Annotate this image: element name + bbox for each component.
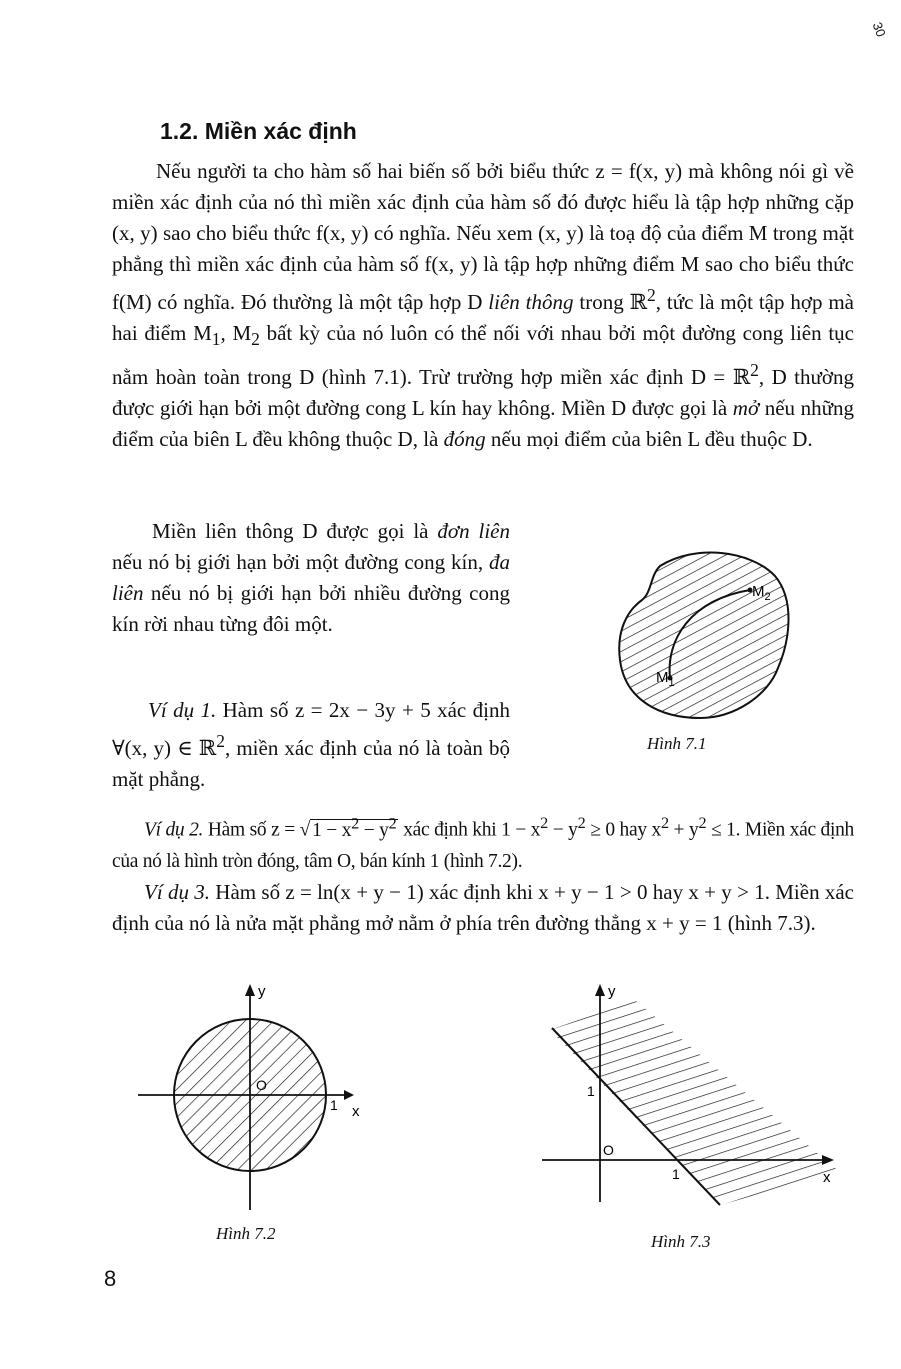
- caption-figure-7-1: Hình 7.1: [647, 734, 707, 753]
- region-d: [619, 553, 788, 718]
- y-intercept-label: 1: [587, 1083, 595, 1099]
- caption-figure-7-3: Hình 7.3: [651, 1232, 711, 1251]
- x-label: x: [823, 1169, 831, 1186]
- figure-7-2: [130, 980, 380, 1220]
- page-number: 8: [104, 1266, 117, 1291]
- y-axis-arrow: [245, 984, 255, 996]
- figure-7-3: [540, 980, 850, 1230]
- origin-label: O: [603, 1142, 614, 1158]
- sqrt-radicand: $1 - x^2 - y^2$: [312, 814, 397, 841]
- corner-mark: 30: [869, 20, 889, 39]
- x-axis-arrow: [344, 1090, 354, 1100]
- paragraph-connectedness: Miền liên thông D được gọi là đơn liên nếu nó bị giới hạn bởi một đường cong kín, đa liên nếu nó bị giới hạn bởi nhiều đường cong kín rời nhau từng đôi một.: [112, 519, 510, 636]
- figure-7-1: [600, 540, 830, 740]
- origin-label: O: [256, 1077, 267, 1093]
- y-label: y: [608, 983, 616, 1000]
- y-label: y: [258, 983, 266, 1000]
- paragraph-example-3: Ví dụ 3. Hàm số z = ln(x + y − 1) xác định khi x + y − 1 > 0 hay x + y > 1. Miền xác định của nó là nửa mặt phẳng mở nằm ở phía trên đường thẳng x + y = 1 (hình 7.3).: [112, 880, 854, 935]
- y-axis-arrow: [595, 984, 605, 996]
- paragraph-domain-definition: Nếu người ta cho hàm số hai biến số bởi biểu thức z = f(x, y) mà không nói gì về miền xác định của nó thì miền xác định của hàm số đó được hiểu là tập hợp những cặp (x, y) sao cho biểu thức f(x, y) có nghĩa. Nếu xem (x, y) là toạ độ của điểm M trong mặt phẳng thì miền xác định của hàm số f(x, y) là tập hợp những điểm M sao cho biểu thức f(M) có nghĩa. Đó thường là một tập hợp D liên thông trong ℝ$^2$, tức là một tập hợp mà hai điểm $M_1$, $M_2$ bất kỳ của nó luôn có thể nối với nhau bởi một đường cong liên tục nằm hoàn toàn trong D (hình 7.1). Trừ trường hợp miền xác định D = ℝ$^2$, D thường được giới hạn bởi một đường cong L kín hay không. Miền D được gọi là mở nếu những điểm của biên L đều không thuộc D, là đóng nếu mọi điểm của biên L đều thuộc D.: [112, 159, 855, 452]
- paragraph-example-2: Ví dụ 2. Hàm số z = √ $1 - x^2 - y^2$ xác định khi $1 - x^2 - y^2 \ge 0$ hay $x^2 + y^2 \le 1$. Miền xác định của nó là hình tròn đóng, tâm O, bán kính 1 (hình 7.2).: [112, 814, 855, 872]
- unit-label: 1: [330, 1097, 338, 1113]
- section-heading: 1.2. Miền xác định: [160, 118, 357, 144]
- x-intercept-label: 1: [672, 1166, 680, 1182]
- label-m1: $M_1$: [656, 669, 675, 689]
- paragraph-example-1: Ví dụ 1. Hàm số z = 2x − 3y + 5 xác định ∀(x, y) ∈ ℝ$^2$, miền xác định của nó là toàn bộ mặt phẳng.: [112, 698, 510, 791]
- half-plane: [550, 1000, 840, 1205]
- x-label: x: [352, 1103, 360, 1120]
- caption-figure-7-2: Hình 7.2: [216, 1224, 276, 1243]
- label-m2: $M_2$: [752, 583, 771, 603]
